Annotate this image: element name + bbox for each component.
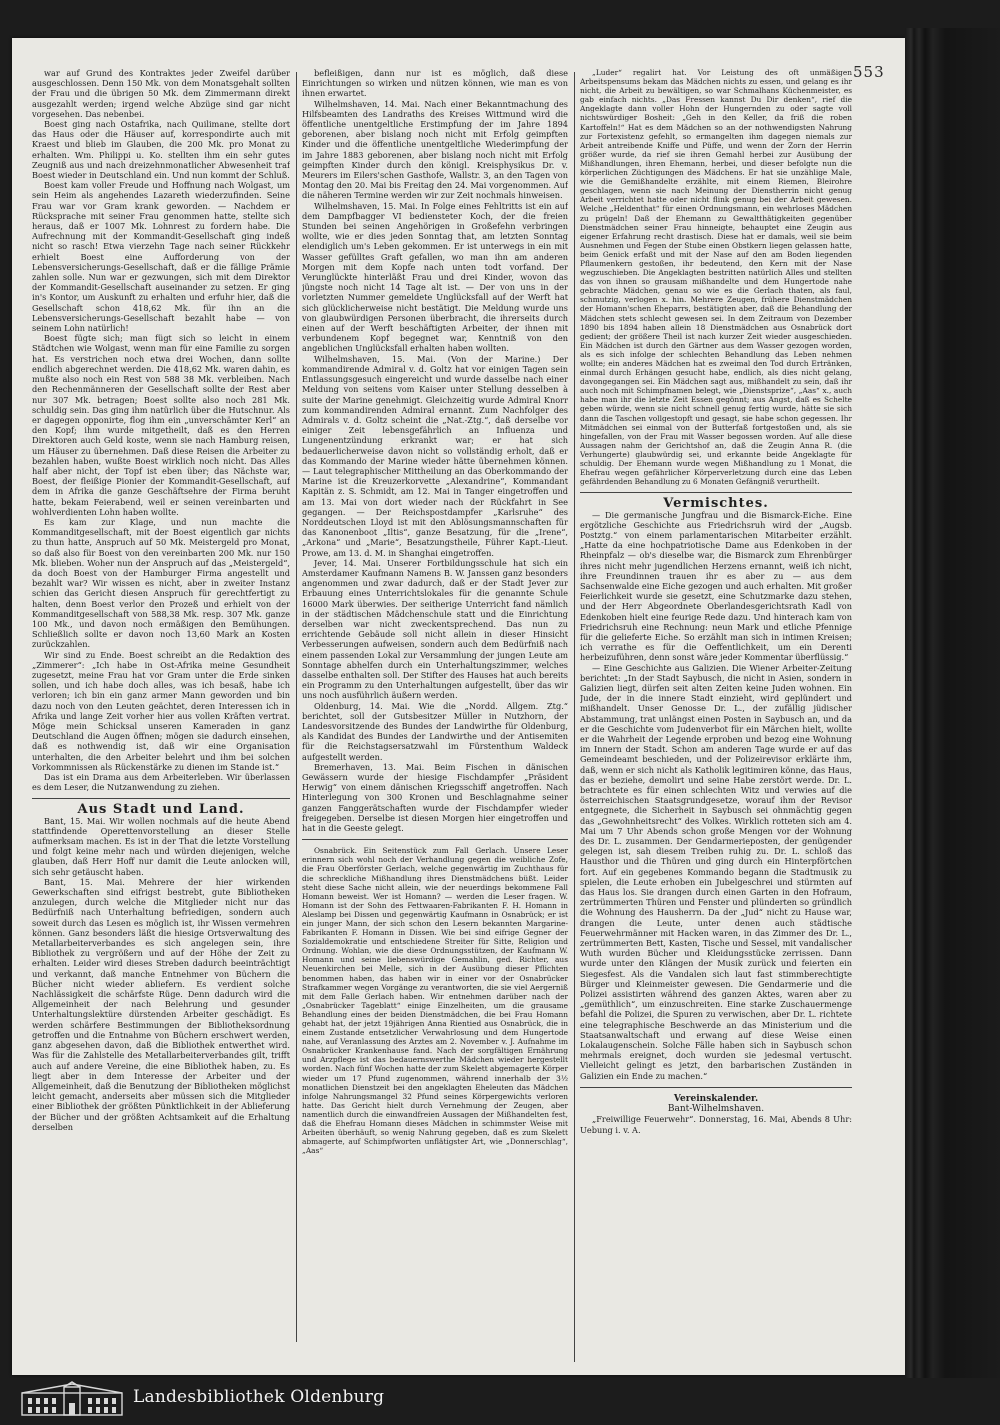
- column-middle: [302, 68, 568, 1358]
- paragraph: Bant, 15. Mai. Mehrere der hier wirkenden Gewerkschaften sind eifrigst bestrebt, gute Bibliotheken anzulegen, durch welche die Mitglieder nicht nur das Bedürfniß nach Unterhaltung befriedigen, sondern auch soweit durch das Lesen es möglich ist, ihr Wissen vermehren können. Ganz besonders läßt die hiesige Ortsverwaltung des Metallarbeiterverbandes es sich angelegen sein, ihre Bibliothek zu vergrößern und auf der Höhe der Zeit zu erhalten. Leider wird dieses Streben dadurch beeinträchtigt und verkannt, daß manche Entnehmer von Büchern die Bücher nicht wieder abliefern. Es verdient solche Nachlässigkeit die schärfste Rüge. Denn dadurch wird die Allgemeinheit der nach Belehrung und gesunder Unterhaltungslektüre dürstenden Arbeiter geschädigt. Es werden schärfere Bestimmungen der Bibliotheksordnung getroffen und die Entnahme von Büchern erschwert werden, ganz abgesehen davon, daß die Bibliothek entwerthet wird. Was für die Zahlstelle des Metallarbeiterverbandes gilt, trifft auch auf andere Vereine, die eine Bibliothek haben, zu. Es liegt aber in dem Interesse der Arbeiter und der Allgemeinheit, daß die Benutzung der Bibliotheken möglichst leicht gemacht, anderseits aber müssen sich die Mitglieder einer Bibliothek der größten Pünktlichkeit in der Ablieferung der Bücher und der größten Achtsamkeit auf die Erhaltung derselben: [32, 876, 290, 1132]
- paragraph: befleißigen, dann nur ist es möglich, daß diese Einrichtungen so wirken und nützen können, wie man es von ihnen erwartet.: [302, 68, 568, 99]
- paragraph: — Eine Geschichte aus Galizien. Die Wiener Arbeiter-Zeitung berichtet: „In der Stadt Saybusch, die nicht in Asien, sondern in Galizien liegt, dürfen seit alten Zeiten keine Juden wohnen. Ein Jude, der in die innere Stadt einzieht, wird geplündert und mißhandelt. Unser Genosse Dr. L., der zufällig jüdischer Abstammung, trat unlängst einen Posten in Saybusch an, und da er die Geschichte vom Judenverbot für ein Märchen hielt, wollte er die Wahrheit der Legende erproben und bezog eine Wohnung im Innern der Stadt. Schon am anderen Tage wurde er auf das Gemeindeamt beschieden, und der Polizeirevisor erklärte ihm, daß, wenn er sich nicht als Katholik legitimiren könne, das Haus, das er beziehe, demolirt und seine Habe zerstört werde. Dr. L. betrachtete es für einen schlechten Witz und verwies auf die österreichischen Staatsgrundgesetze, worauf ihm der Revisor entgegnete, die Sicherheit in Saybusch sei ohnmächtig gegen das „Gewohnheitsrecht“ des Volkes. Wirklich rotteten sich am 4. Mai um 7 Uhr Abends schon große Mengen vor der Wohnung des Dr. L. zusammen. Der Gendarmerieposten, der genügender gelegen ist, sah diesem Treiben ruhig zu. Dr. L. schloß das Hausthor und die Thüren und ging durch ein Hinterpförtchen fort. Auf ein gegebenes Kommando begann die Stadtmusik zu spielen, die Leute erhoben ein Jubelgeschrei und stürmten auf das Haus los. Sie drangen durch einen Garten in den Hofraum, zertrümmerten Thüren und Fenster und plünderten so gründlich die Wohnung des Hausherrn. Da der „Jud“ nicht zu Hause war, drangen die Leute, unter denen auch städtische Feuerwehrmänner mit Hacken waren, in das Zimmer des Dr. L., zertrümmerten Bett, Kasten, Tische und Sessel, mit vandalischer Wuth wurden Bücher und Kleidungsstücke zerrissen. Dann wurde unter den Klängen der Musik zurück und feierten ein Siegesfest. Als die Vandalen sich laut fast stimmberechtigte Bürger und Kleinmeister gewesen. Die Gendarmerie und die Polizei assistirten während des ganzen Aktes, waren aber zu „gemüthlich“, um einzuschreiten. Eine starke Zuschauermenge befahl die Polizei, die Spuren zu verwischen, aber Dr. L. richtete eine telegraphische Beschwerde an das Ministerium und die Staatsanwaltschaft und erwang auf diese Weise einen Lokalaugenschein. Solche Fälle haben sich in Saybusch schon mehrmals ereignet, doch wurden sie jedesmal vertuscht. Vielleicht gelingt es jetzt, den barbarischen Zuständen in Galizien ein Ende zu machen.“: [580, 662, 852, 1081]
- paragraph: Es kam zur Klage, und nun machte die Kommanditgesellschaft, mit der Boest eigentlich gar nichts zu thun hatte, Anspruch auf 50 Mk. Meistergeld pro Monat, so daß also für Boest von den vereinbarten 200 Mk. nur 150 Mk. blieben. Woher nun der Anspruch auf das „Meistergeld“, da doch Boest von der Hamburger Firma angestellt und bezahlt war? Wir wissen es nicht, aber in zweiter Instanz schien das Gericht diesen Anspruch für gerechtfertigt zu halten, denn Boest verlor den Prozeß und erhielt von der Kommanditgesellschaft von 588,38 Mk. resp. 307 Mk. ganze 100 Mk., und davon noch ermäßigen den Bemühungen. Schließlich sollte er davon noch 13,60 Mark an Kosten zurückzahlen.: [32, 516, 290, 650]
- paragraph: „Luder“ regalirt hat. Vor Leistung des oft unmäßigen Arbeitspensums bekam das Mädchen nichts zu essen, und gelang es ihr nicht, die Arbeit zu bewältigen, so war Schmalhans Küchenmeister, es gab einfach nichts. „Das Fressen kannst Du Dir denken“, rief die Angeklagte dann voller Hohn der Hungernden zu oder sagte voll nichtswürdiger Bosheit: „Geh in den Keller, da friß die roben Kartoffeln!“ Hat es dem Mädchen so an der nothwendigsten Nahrung zur Fortexistenz gefehlt, so ermangelten ihm dagegen niemals zur Arbeit antreibende Kniffe und Püffe, und wenn der Zorn der Herrin größer wurde, da rief sie ihren Gemahl herbei zur Ausübung der Mißhandlungen, ihren Ehemann, herbei, und dieser befolgte nun die körperlichen Züchtigungen des Mädchens. Er hat sie unzählige Male, wie die Gemißhandelte erzählte, mit einem Riemen, Bleirohre geschlagen, wenn sie nach Meinung der Dienstherrin nicht genug Arbeit verrichtet hatte oder nicht flink genug bei der Arbeit gewesen. Welche „Heldenthat“ für einen Ordnungsmann, ein wehrloses Mädchen zu prügeln! Daß der Ehemann zu Gewaltthätigkeiten gegenüber Dienstmädchen seiner Frau hinneigte, behauptet eine Zeugin aus eigener Erfahrung recht drastisch. Diese hat er damals, weil sie beim Ausnehmen und Fegen der Stube einen Obstkern liegen gelassen hatte, beim Genick erfaßt und mit der Nase auf den am Boden liegenden Pflaumenkern gestoßen, ihr bedeutend, den Kern mit der Nase wegzuschieben. Die Angeklagten bestritten natürlich Alles und stellten das von ihnen so grausam mißhandelte und dem Hungertode nahe gebrachte Mädchen, genau so wie es die Gerlach thaten, als faul, schmutzig, verlogen x. hin. Mehrere Zeugen, frühere Dienstmädchen der Homann'schen Eheparrs, bestätigten aber, daß die Behandlung der Mädchen stets schlecht gewesen sei. In dem Zeitraum von Dezember 1890 bis 1894 haben allein 18 Dienstmädchen aus Osnabrück dort gedient; der größere Theil ist nach kurzer Zeit wieder ausgeschieden. Ein Mädchen ist durch den Gärtner aus dem Wasser gezogen worden, als es sich infolge der schlechten Behandlung das Leben nehmen wollte; ein anderes Mädchen hat es zweimal den Tod durch Ertränken, einmal durch Erhängen gesucht habe, endlich, als dies nicht gelang, davongegangen sei. Ein Mädchen sagt aus, mißhandelt zu sein, daß ihr auch noch mit Schimpfnamen belegt, wie „Dienstsprize“, „Aas“ x., auch habe man ihr die letzte Zeit Essen gegönnt; aus Angst, daß es Schelte geben würde, wenn sie nicht schnell genug fertig wurde, hätte sie sich dann die Taschen vollgestopft und gesagt, sie habe schon gegessen. Ihr Mitmädchen sei einmal von der Butterfaß fortgestoßen und, als sie hingefallen, von der Frau mit Wasser begossen worden. Auf alle diese Aussagen nahm der Gerichtshof an, daß die Zeugin Anna R. (die Verhungerte) glaubwürdig sei, und erkannte beide Angeklagte für schuldig. Der Ehemann wurde wegen Mißhandlung zu 1 Monat, die Ehefrau wegen gefährlicher Körperverletzung durch eine das Leben gefährdenden Behandlung zu 6 Monaten Gefängniß verurtheilt.: [580, 68, 852, 487]
- divider: [302, 839, 568, 840]
- paragraph: Bremerhaven, 13. Mai. Beim Fischen in dänischen Gewässern wurde der hiesige Fischdampfer „Präsident Herwig“ von einem dänischen Kriegsschiff angetroffen. Nach Hinterlegung von 300 Kronen und Beschlagnahme seiner ganzen Fanggerätschaften wurde der Fischdampfer wieder freigegeben. Derselbe ist diesen Morgen hier eingetroffen und hat in die Geeste gelegt.: [302, 761, 568, 834]
- newspaper-page: [12, 38, 905, 1375]
- divider: [32, 798, 290, 799]
- calendar-location: Bant-Wilhelmshaven.: [667, 1104, 765, 1115]
- paragraph: „Freiwillige Feuerwehr“. Donnerstag, 16. Mai, Abends 8 Uhr: Uebung i. v. A.: [580, 1114, 852, 1135]
- paragraph: Wilhelmshaven, 15. Mai. In Folge eines Fehltritts ist ein auf dem Dampfbagger VI bediensteter Koch, der die freien Stunden bei seinen Angehörigen in Großefehn verbringen wollte, wie er dies jeden Sonntag that, am letzten Sonntag elendiglich um's Leben gekommen. Er ist unterwegs in ein mit Wasser gefülltes Graft gefallen, wo man ihn am anderen Morgen mit dem Kopfe nach unten todt vorfand. Der Verunglückte hinterläßt Frau und drei Kinder, wovon das jüngste noch nicht 14 Tage alt ist. — Der von uns in der vorletzten Nummer gemeldete Unglücksfall auf der Werft hat sich glücklicherweise nicht bestätigt. Die Meldung wurde uns von glaubwürdigen Personen überbracht, die ihrerseits durch einen auf der Werft beschäftigten Arbeiter, der ihnen mit verbundenem Kopf begegnet war, Kenntniß von den angeblichen Unglücksfall erhalten haben wollten.: [302, 200, 568, 354]
- column-rule: [296, 72, 297, 1342]
- paragraph: Boest kam voller Freude und Hoffnung nach Wolgast, um sein Heim als angehendes Lazareth wiederzufinden. Seine Frau war vor Gram krank geworden. — Nachdem er Rücksprache mit seiner Frau genommen hatte, stellte sich heraus, daß er 1007 Mk. Lohnrest zu fordern habe. Die Aufrechnung mit der Kommandit-Gesellschaft ging indeß nicht so rasch! Etwa vierzehn Tage nach seiner Rückkehr erhielt Boest eine Aufforderung von der Lebensversicherungs-Gesellschaft, daß er die fällige Prämie zahlen solle. Nun war er gezwungen, sich mit dem Direktor der Kommandit-Gesellschaft auseinander zu setzen. Er ging in's Kontor, um Auskunft zu erhalten und erfuhr hier, daß die Gesellschaft schon 418,62 Mk. für ihn an die Lebensversicherungs-Gesellschaft bezahlt habe — von seinem Lohn natürlich!: [32, 180, 290, 334]
- paragraph: war auf Grund des Kontraktes jeder Zweifel darüber ausgeschlossen. Denn 150 Mk. von dem Monatsgehalt sollten der Frau und die übrigen 50 Mk. dem Zimmermann direkt ausgezahlt werden; irgend welche Abzüge sind gar nicht vorgesehen. Das nebenbei.: [32, 68, 290, 119]
- paragraph: Jever, 14. Mai. Unserer Fortbildungsschule hat sich ein Amsterdamer Kaufmann Namens B. W. Janssen ganz besonders angenommen und zwar dadurch, daß er der Stadt Jever zur Erbauung eines Unterrichtslokales für die genannte Schule 16000 Mark überwies. Der seitherige Unterricht fand nämlich in der städtischen Mädchenschule statt und die Einrichtung derselben war nicht zweckentsprechend. Das nun zu errichtende Gebäude soll nicht allein in dieser Hinsicht Verbesserungen aufweisen, sondern auch dem Bedürfniß nach einem passenden Lokal zur Versammlung der jungen Leute am Sonntage abhelfen durch ein Unterhaltungszimmer, welches dasselbe enthalten soll. Der Stifter des Hauses hat auch bereits ein Programm zu den Unterhaltungen aufgestellt, über das wir uns noch ausführlich äußern werden.: [302, 557, 568, 701]
- paragraph: Osnabrück. Ein Seitenstück zum Fall Gerlach. Unsere Leser erinnern sich wohl noch der Verhandlung gegen die weibliche Zofe, die Frau Oberförster Gerlach, welche gegenwärtig im Zuchthaus für die schreckliche Mißhandlung ihres Dienstmädchens büßt. Leider steht diese Sache nicht allein, wie der neuerdings bekommene Fall Homann beweist. Wer ist Homann? — werden die Leser fragen. W. Homann ist der Sohn des Fettwaaren-Fabrikanten F. H. Homann in Aleslamp bei Dissen und gegenwärtig Kaufmann in Osnabrück; er ist ein junger Mann, der sich schon den Lesern bekannten Margarine-Fabrikanten F. Homann in Dissen. Wie bei sind eifrige Gegner der Sozialdemokratie und entschiedene Streiter für Sitte, Religion und Ordnung. Wohlan, wie die diese Ordnungsstützen, der Kaufmann W. Homann und seine liebenswürdige Gemahlin, ged. Richter, aus Neuenkirchen bei Melle, sich in der Ausübung dieser Pflichten benommen haben, das haben wir in einer vor der Osnabrücker Strafkammer wegen Vorgänge zu verantworten, die sie viel Aergerniß mit dem Falle Gerlach haben. Wir entnehmen darüber nach der „Osnabrücker Tageblatt“ einige Einzelheiten, um die grausame Behandlung eines der beiden Dienstmädchen, die bei Frau Homann gehabt hat, der jetzt 19jährigen Anna Rientied aus Osnabrück, die in einem Zustande entsetzlicher Verwahrlosung und dem Hungertode nahe, auf Veranlassung des Arztes am 2. November v. J. Aufnahme im Osnabrücker Krankenhause fand. Nach der sorgfältigen Ernährung und Arzpflege ist das bedauernswerthe Mädchen wieder hergestellt worden. Nach fünf Wochen hatte der zum Skelett abgemagerte Körper wieder um 17 Pfund zugenommen, während innerhalb der 3½ monatlichen Dienstzeit bei den angeklagten Eheleuten das Mädchen infolge Nahrungsmangel 32 Pfund seines Körpergewichts verloren hatte. Das Gericht hielt durch Vernehmung der Zeugen, aber namentlich durch die einwandfreien Aussagen der Mißhandelten fest, daß die Ehefrau Homann dieses Mädchen in schimmster Weise mit Arbeiten überhäuft, so wenig Nahrung gegeben, daß es zum Skelett abmagerte, auf Schimpfworten unflätigster Art, wie „Donnerschlag“, „Aas“: [302, 846, 568, 1156]
- paragraph: Das ist ein Drama aus dem Arbeiterleben. Wir überlassen es dem Leser, die Nutzanwendung zu ziehen.: [32, 772, 290, 793]
- column-right: [580, 68, 852, 1358]
- paragraph: Wilhelmshaven, 14. Mai. Nach einer Bekanntmachung des Hilfsbeamten des Landraths des Kreises Wittmund wird die öffentliche unentgeltliche Erstimpfung der im Jahre 1894 geborenen, aber bislang noch nicht mit Erfolg geimpften Kinder und die öffentliche unentgeltliche Wiederimpfung der im Jahre 1883 geborenen, aber bislang noch nicht mit Erfolg geimpften Kinder durch den königl. Kreisphysikus Dr. v. Meurers im Eilers'schen Gasthofe, Wallstr. 3, an den Tagen von Montag den 20. Mai bis Freitag den 24. Mai vorgenommen. Auf die näheren Termine werden wir zur Zeit nochmals hinweisen.: [302, 98, 568, 201]
- section-heading-stadt-land: Aus Stadt und Land.: [77, 802, 245, 818]
- paragraph: Boest ging nach Ostafrika, nach Quilimane, stellte dort das Haus oder die Häuser auf, korrespondirte auch mit Kraest und blieb im Glauben, die 200 Mk. pro Monat zu erhalten. Wm. Philippi u. Ko. stellten ihm ein sehr gutes Zeugniß aus und nach dreizehnmonatlicher Abwesenheit traf Boest wieder in Deutschland ein. Und nun kommt der Schluß.: [32, 119, 290, 181]
- library-name: Landesbibliothek Oldenburg: [133, 1387, 385, 1407]
- divider: [580, 1087, 852, 1088]
- library-building-icon: [18, 1381, 126, 1419]
- paragraph: Oldenburg, 14. Mai. Wie die „Nordd. Allgem. Ztg.“ berichtet, soll der Gutsbesitzer Müller in Nutzhorn, der Landesvorsitzende des Bundes der Landwirthe für Oldenburg, als Kandidat des Bundes der Landwirthe und der Antisemiten für die Reichstagsersatzwahl im Fürstenthum Waldeck aufgestellt werden.: [302, 700, 568, 762]
- paragraph: Bant, 15. Mai. Wir wollen nochmals auf die heute Abend stattfindende Operettenvorstellung an dieser Stelle aufmerksam machen. Es ist in der That die letzte Vorstellung und folgt keine mehr nach und würden diejenigen, welche glauben, daß Herr Hoff nur damit die Leute anlocken will, sich sehr getäuscht haben.: [32, 815, 290, 877]
- paragraph: Boest fügte sich; man fügt sich so leicht in einem Städtchen wie Wolgast, wenn man für eine Familie zu sorgen hat. Es verstrichen noch etwa drei Wochen, dann sollte endlich abgerechnet werden. Die 418,62 Mk. waren dahin, es mußte also noch ein Rest von 588 38 Mk. verbleiben. Nach den Rechenmänneren der Gesellschaft sollte der Rest aber nur 307 Mk. betragen; Boest sollte also noch 281 Mk. schuldig sein. Das ging ihm natürlich über die Hutschnur. Als er dagegen opponirte, flog ihm ein „unverschämter Kerl“ an den Kopf; ihm wurde mitgetheilt, daß es den Herren Direktoren auch Geld koste, wenn sie nach Hamburg reisen, um Häuser zu übernehmen. Daß diese Reisen die Arbeiter zu bezahlen haben, wußte Boest wirklich noch nicht. Das Alles half aber nicht, der Topf ist eben über; das Nächste war, Boest, der fleißige Pionier der Kommandit-Gesellschaft, auf dem in Afrika die ganze Geschäftsehre der Firma beruht hatte, bekam Feierabend, weil er seinen vereinbarten und wohlverdienten Lohn haben wollte.: [32, 333, 290, 517]
- section-heading-vermischtes: Vermischtes.: [663, 496, 769, 512]
- divider: [580, 492, 852, 493]
- column-rule: [574, 72, 575, 1362]
- page-number: 553: [853, 63, 885, 81]
- paragraph: Wilhelmshaven, 15. Mai. (Von der Marine.) Der kommandirende Admiral v. d. Goltz hat vor einigen Tagen sein Entlassungsgesuch eingereicht und wurde dasselbe nach einer Meldung von seitens vom Kaiser unter Stellung desselben à suite der Marine genehmigt. Gleichzeitig wurde Admiral Knorr zum kommandirenden Admiral ernannt. Zum Nachfolger des Admirals v. d. Goltz scheint die „Nat.-Ztg.“, daß derselbe vor einiger Zeit lebensgefährlich an Influenza und Lungenentzündung erkrankt war; er hat sich bedauerlicherweise davon nicht so vollständig erholt, daß er das Kommando der Marine wieder hätte übernehmen können. — Laut telegraphischer Mittheilung an das Oberkommando der Marine ist die Kreuzerkorvette „Alexandrine“, Kommandant Kapitän z. S. Schmidt, am 12. Mai in Tanger eingetroffen und am 13. Mai von dort wieder nach der Rückfahrt in See gegangen. — Der Reichspostdampfer „Karlsruhe“ des Norddeutschen Lloyd ist mit den Ablösungsmannschaften für das Kanonenboot „Iltis“, ganze Besatzung, für die „Irene“, „Arkona“ und „Marie“, Besatzungstheile, Führer Kapt.-Lieut. Prowe, am 13. d. M. in Shanghai eingetroffen.: [302, 353, 568, 558]
- column-left: [32, 68, 290, 1318]
- paragraph: Wir sind zu Ende. Boest schreibt an die Redaktion des „Zimmerer“: „Ich habe in Ost-Afrika meine Gesundheit zugesetzt, meine Frau hat vor Gram unter die Erde sinken sollen, und ich habe doch alles, was ich besaß, habe ich verloren; ich bin ein ganz armer Mann geworden und bin dazu noch von den Leuten geächtet, deren Interessen ich in Afrika und lange Zeit vorher hier aus vollen Kräften vertrat. Möge mein Schicksal unseren Kameraden in ganz Deutschland die Augen öffnen; mögen sie dadurch einsehen, daß es nothwendig ist, daß wir eine Organisation unterhalten, die den Arbeiter belehrt und ihm bei solchen Vorkommnissen als Rückenstärke zu dienen im Stande ist.“: [32, 649, 290, 772]
- book-edge: [905, 28, 1000, 1380]
- section-heading-vereinskalender: Vereinskalender.: [673, 1093, 759, 1104]
- paragraph: — Die germanische Jungfrau und die Bismarck-Eiche. Eine ergötzliche Geschichte aus Friedrichsruh wird der „Augsb. Postztg.“ von einem parlamentarischen Mitarbeiter erzählt. „Hatte da eine hochpatriotische Dame aus Edenkoben in der Rheinpfalz — ob's dieselbe war, die Bismarck zum Ehrenbürger ihres nicht mehr jugendlichen Herzens ernannt, weiß ich nicht, ihre Freundinnen trauen ihr es aber zu — aus dem Sachsenwalde eine Eiche gezogen und auch erhalten. Mit großer Feierlichkeit wurde sie gesetzt, eine Schutzmarke dazu stehen, und der Herr Abgeordnete Oberlandesgerichtsrath Kadl von Edenkoben hielt eine feurige Rede dazu. Und hinterach kam von Friedrichsruh eine Rechnung: neun Mark und etliche Pfennige für die gelieferte Eiche. So erzählt man sich in intimen Kreisen; ich verrathe es für die Oeffentlichkeit, um ein Derenti herbeizuführen, denn sonst wäre jeder Kommentar überflüssig.“: [580, 509, 852, 663]
